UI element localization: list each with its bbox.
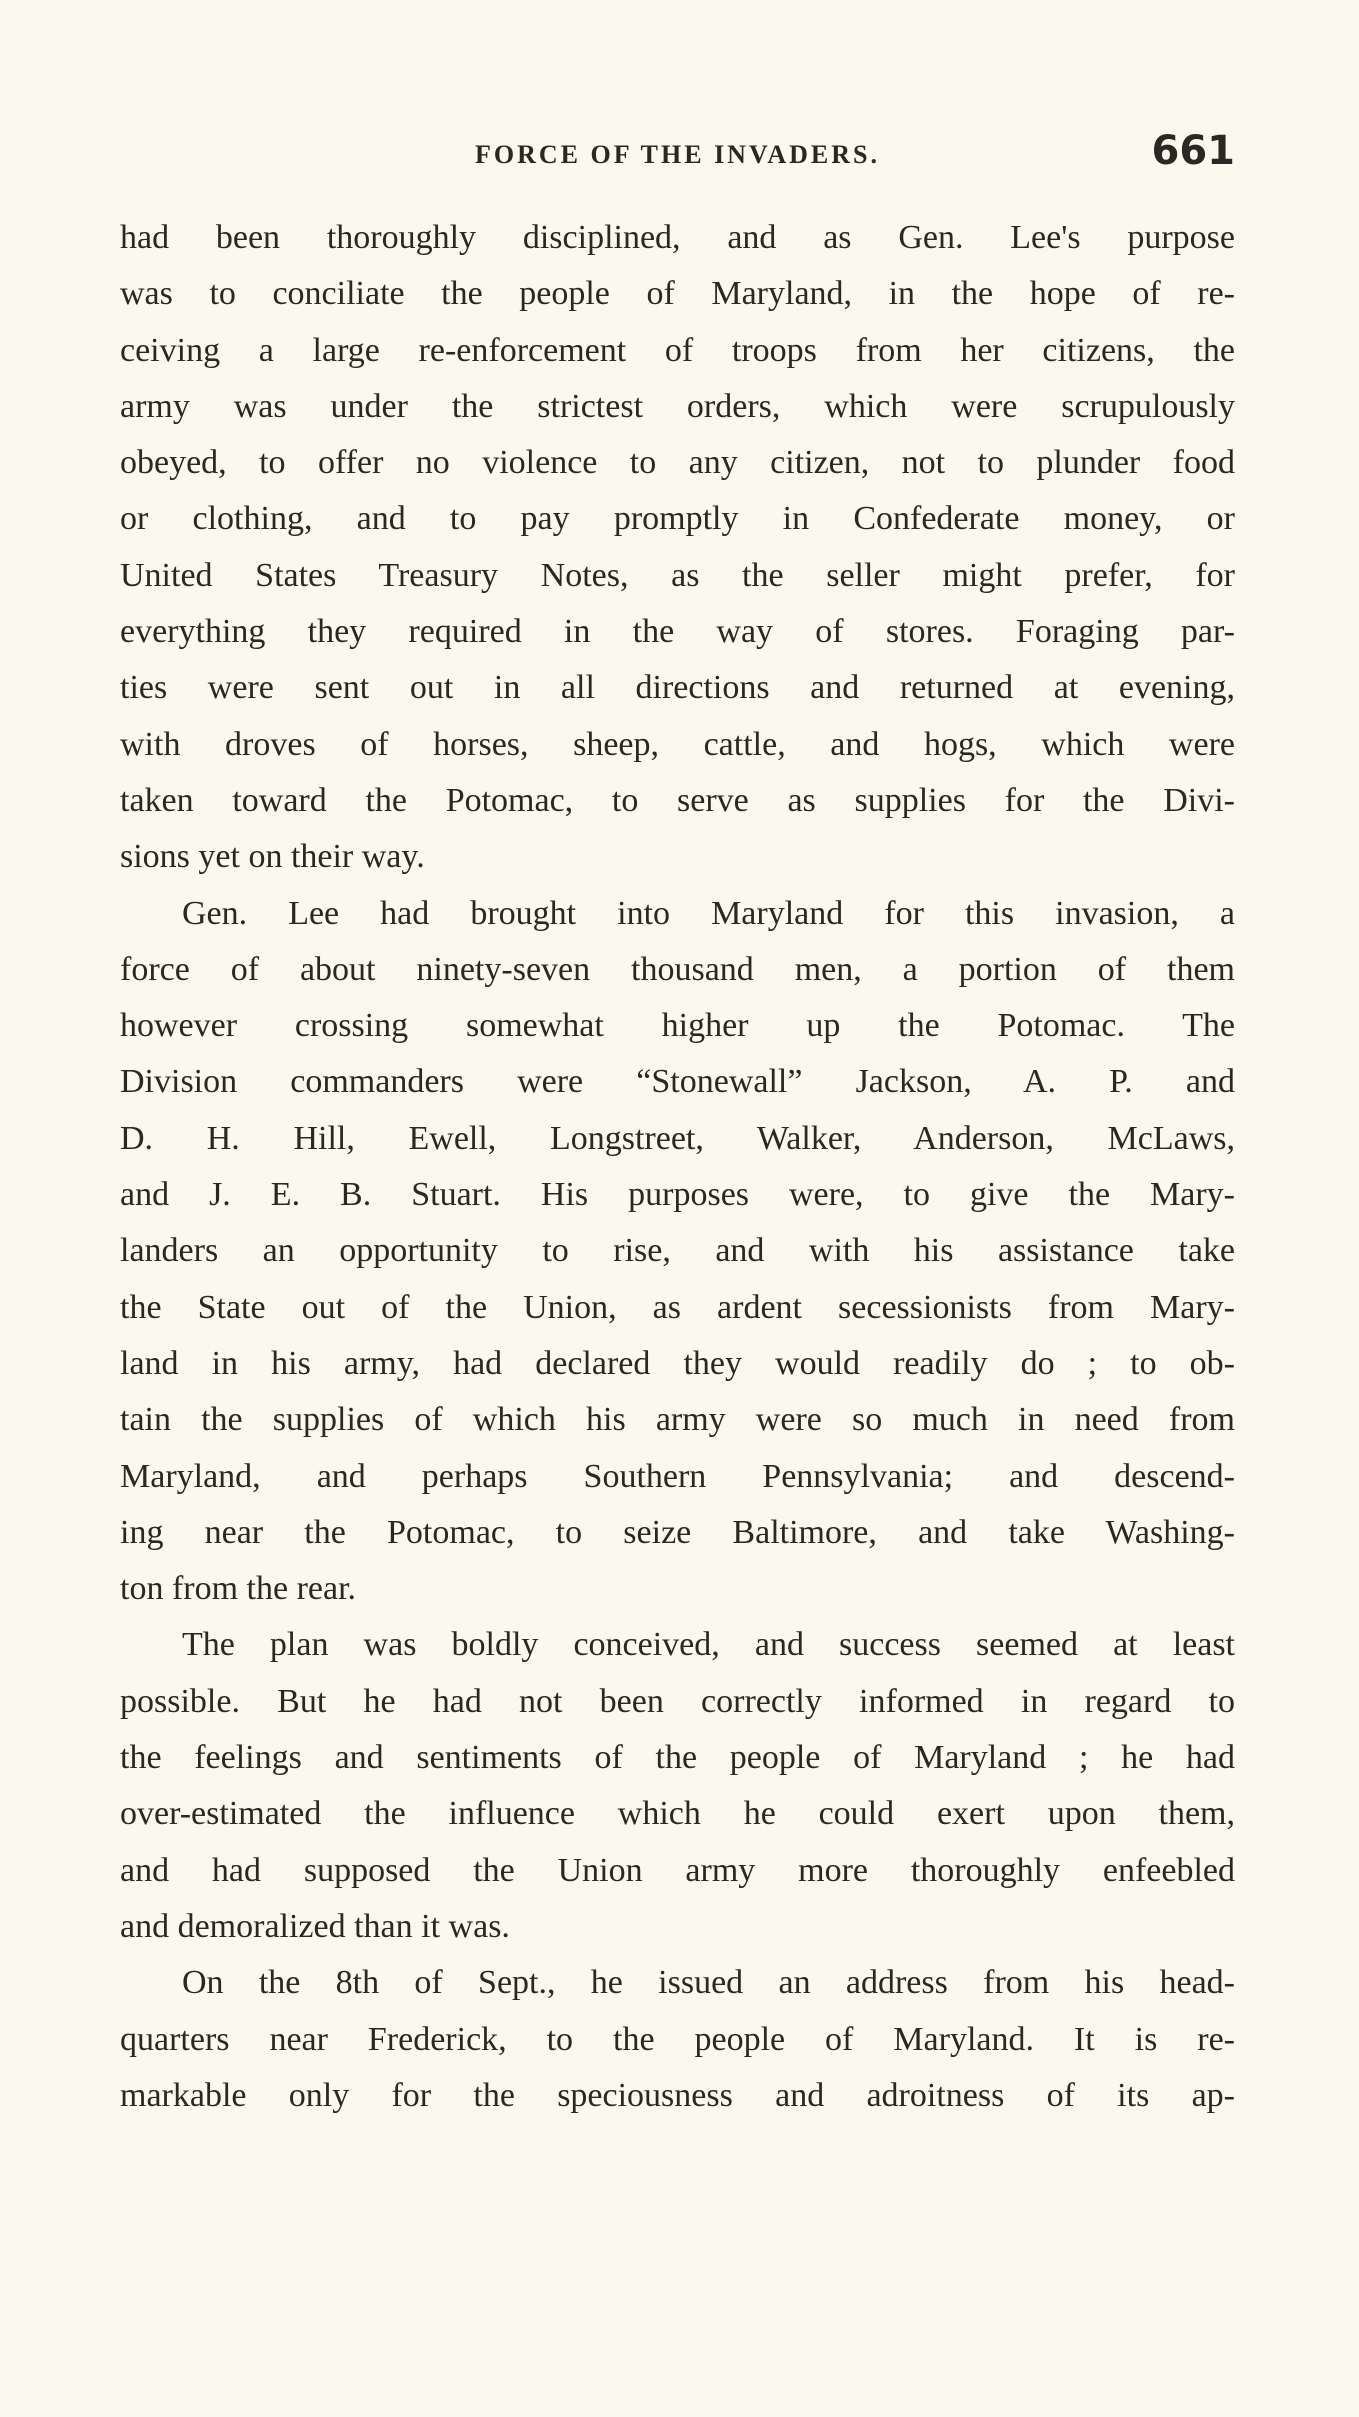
text-line: and demoralized than it was. — [120, 1907, 510, 1945]
text-line: with droves of horses, sheep, cattle, and hogs, which were — [120, 725, 1235, 763]
text-line: tain the supplies of which his army were so much in need from — [120, 1401, 1235, 1439]
text-line: Gen. Lee had brought into Maryland for this invasion, a — [182, 894, 1235, 932]
text-line: Division commanders were “Stonewall” Jackson, A. P. and — [120, 1063, 1235, 1101]
text-line: sions yet on their way. — [120, 838, 425, 876]
text-line: over-estimated the influence which he could exert upon them, — [120, 1795, 1235, 1833]
text-line: army was under the strictest orders, which were scrupulously — [120, 387, 1235, 425]
text-line: ton from the rear. — [120, 1570, 357, 1608]
paragraph-1 — [120, 210, 1235, 886]
text-line: landers an opportunity to rise, and with his assistance take — [120, 1232, 1235, 1270]
text-line: The plan was boldly conceived, and success seemed at least — [182, 1626, 1235, 1664]
page-number: 661 — [1151, 128, 1235, 174]
text-line: Maryland, and perhaps Southern Pennsylvania; and descend- — [120, 1457, 1235, 1495]
text-line: taken toward the Potomac, to serve as supplies for the Divi- — [120, 781, 1235, 819]
text-line: was to conciliate the people of Maryland, in the hope of re- — [120, 275, 1235, 313]
running-head — [120, 128, 1235, 188]
text-line: the State out of the Union, as ardent secessionists from Mary- — [120, 1288, 1235, 1326]
text-line: and J. E. B. Stuart. His purposes were, to give the Mary- — [120, 1176, 1235, 1214]
text-line: force of about ninety-seven thousand men, a portion of them — [120, 950, 1235, 988]
text-line: United States Treasury Notes, as the seller might prefer, for — [120, 556, 1235, 594]
text-line: On the 8th of Sept., he issued an address from his head- — [182, 1964, 1235, 2002]
text-line: quarters near Frederick, to the people of Maryland. It is re- — [120, 2020, 1235, 2058]
text-line: ing near the Potomac, to seize Baltimore, and take Washing- — [120, 1513, 1235, 1551]
body-text — [120, 210, 1235, 2124]
text-line: everything they required in the way of stores. Foraging par- — [120, 613, 1235, 651]
paragraph-4 — [120, 1955, 1235, 2124]
text-line: land in his army, had declared they would readily do ; to ob- — [120, 1344, 1235, 1382]
paragraph-2 — [120, 886, 1235, 1618]
text-line: ties were sent out in all directions and returned at evening, — [120, 669, 1235, 707]
text-line: or clothing, and to pay promptly in Confederate money, or — [120, 500, 1235, 538]
text-line: possible. But he had not been correctly informed in regard to — [120, 1682, 1235, 1720]
paragraph-3 — [120, 1617, 1235, 1955]
text-line: the feelings and sentiments of the people of Maryland ; he had — [120, 1739, 1235, 1777]
text-line: obeyed, to offer no violence to any citizen, not to plunder food — [120, 444, 1235, 482]
running-title: FORCE OF THE INVADERS. — [474, 140, 881, 169]
text-line: and had supposed the Union army more thoroughly enfeebled — [120, 1851, 1235, 1889]
text-line: had been thoroughly disciplined, and as Gen. Lee's purpose — [120, 219, 1235, 256]
text-line: ceiving a large re-enforcement of troops from her citizens, the — [120, 331, 1235, 369]
text-line: D. H. Hill, Ewell, Longstreet, Walker, Anderson, McLaws, — [120, 1119, 1235, 1157]
text-line: however crossing somewhat higher up the Potomac. The — [120, 1007, 1235, 1045]
text-line: markable only for the speciousness and adroitness of its ap- — [120, 2076, 1235, 2114]
